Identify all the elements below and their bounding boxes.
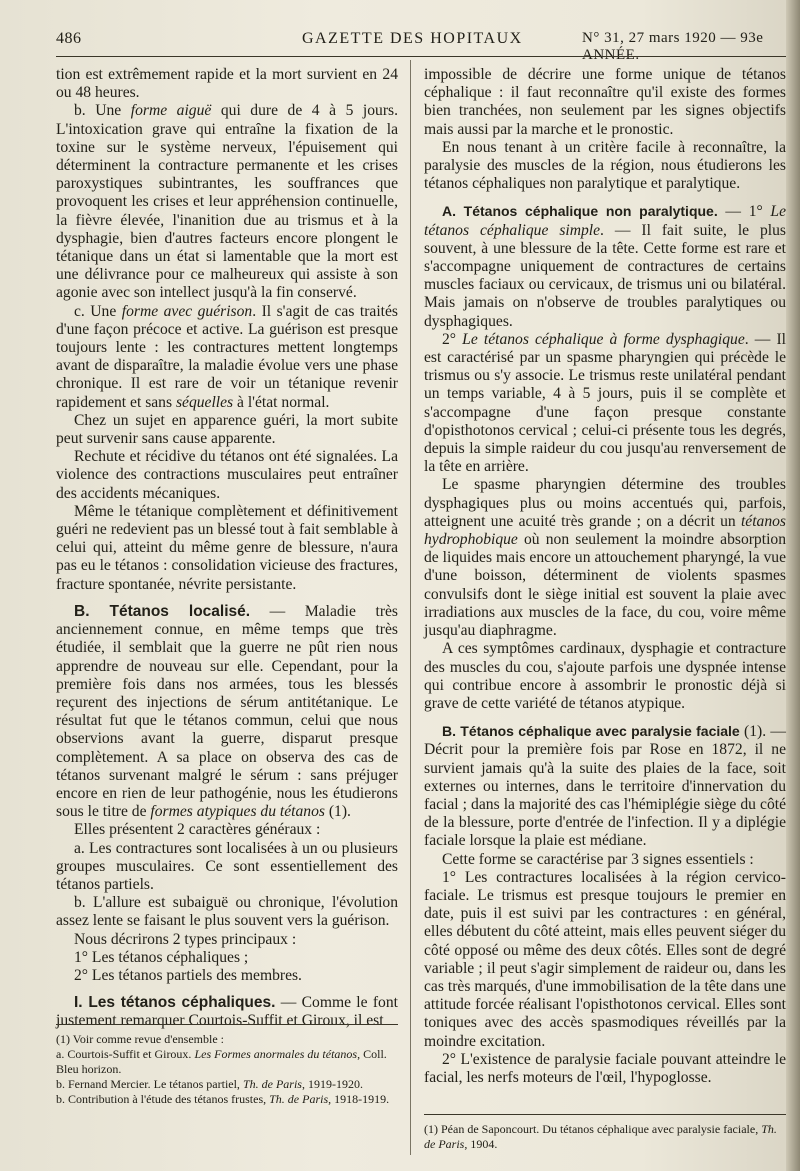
section-b-paralysie-faciale: B. Tétanos céphalique avec paralysie faciale (1). — Décrit pour la première fois par Rose en 1872, il ne survient jamais qu'à la suite des plaies de la face, soit externes ou internes, dans le territoire d'innervation du facial ; dans la majorité des cas l'hémiplégie siège du côté de la blessure, porte d'entrée de l'infection. Il y a diplégie faciale lorsque la plaie est médiane.: [424, 723, 786, 850]
running-header: [56, 30, 796, 63]
list-item: 2° Les tétanos partiels des membres.: [74, 966, 302, 984]
paragraph: Rechute et récidive du tétanos ont été signalées. La violence des contractions musculaires peut entraîner des accidents mécaniques.: [56, 448, 398, 502]
paragraph: b. Une forme aiguë qui dure de 4 à 5 jours. L'intoxication grave qui entraîne la fixation de la toxine sur le système nerveux, l'épuisement qui déterminent la contracture permanente et les crises paroxystiques subintrantes, les souffrances que provoquent les crises et leur appréhension continuelle, la fièvre élevée, l'inanition due au trismus et à la dysphagie, bien d'autres facteurs encore plongent le tétanique dans un état si lamentable que la mort est une délivrance pour ce malheureux qui assiste à son agonie avec son intellect jusqu'à la fin conservé.: [56, 102, 398, 302]
section-b-localise: B. Tétanos localisé. — Maladie très anciennement connue, en même temps que très étudiée, il semblait que la guerre ne pût rien nous apprendre de nouveau sur elle. Cependant, pour la première fois dans nos armées, tous les blessés reçurent des injections de sérum antitétanique. Le résultat fut que le tétanos commun, celui que nous observions avant la guerre, disparut presque complètement. A sa place on observa des cas de tétanos survenant malgré le sérum : sans préjuger encore en rien de leur pathogénie, nous les étudierons sous le titre de formes atypiques du tétanos (1).: [56, 602, 398, 821]
paragraph: 2° Le tétanos céphalique à forme dysphagique. — Il est caractérisé par un spasme pharyngien qui précède le trismus ou s'y associe. Le trismus reste unilatéral pendant un temps variable, 4 à 5 jours, puis il se complète et s'accompagne d'une façon presque constante d'opisthotonos cervical ; celui-ci présente tous les degrés, depuis la simple raideur du cou jusqu'au renversement de la tête en arrière.: [424, 330, 787, 476]
paragraph: Chez un sujet en apparence guéri, la mort subite peut survenir sans cause apparente.: [56, 411, 398, 448]
right-column: [424, 66, 786, 1087]
page-number: 486: [56, 30, 82, 47]
paragraph: b. L'allure est subaiguë ou chronique, l'évolution assez lente se faisant le plus souvent vers la guérison.: [56, 894, 398, 930]
footnote: a. Courtois-Suffit et Giroux. Les Formes anormales du tétanos, Coll. Bleu horizon.: [56, 1047, 387, 1076]
paragraph: c. Une forme avec guérison. Il s'agit de cas traités d'une façon précoce et active. La guérison est presque toujours lente : les contractures mettent longtemps avant de disparaître, la maladie évolue vers une phase chronique. Il est rare de voir un tétanique revenir rapidement et sans séquelles à l'état normal.: [56, 302, 398, 411]
paragraph: impossible de décrire une forme unique de tétanos céphalique : il faut reconnaître qu'il existe des formes bien tranchées, non seulement par les signes objectifs mais aussi par la marche et le pronostic.: [424, 66, 786, 138]
page-edge: [786, 0, 800, 1171]
paragraph: Le spasme pharyngien détermine des troubles dysphagiques plus ou moins accentués qui, parfois, atteignent une acuité très grande ; on a décrit un tétanos hydrophobique où non seulement la moindre absorption de liquides mais encore un attouchement pharyngé, la vue d'une boisson, déterminent de violents spasmes convulsifs dont le siège initial est souvent la plaie avec irradiations aux muscles de la face, du cou, voire même jusqu'au diaphragme.: [424, 476, 786, 640]
paragraph: Même le tétanique complètement et définitivement guéri ne redevient pas un blessé tout à fait semblable à celui qui, atteint du même genre de blessure, n'aura pas eu le tétanos : consolidation vicieuse des fractures, fracture spontanée, névrite persistante.: [56, 502, 398, 593]
paragraph: a. Les contractures sont localisées à un ou plusieurs groupes musculaires. Ce sont essentiellement des tétanos partiels.: [56, 839, 398, 893]
section-heading: I. Les tétanos céphaliques.: [74, 994, 276, 1012]
paragraph: Cette forme se caractérise par 3 signes essentiels :: [442, 850, 754, 868]
header-rule: [56, 56, 786, 57]
footnote: (1) Voir comme revue d'ensemble :: [56, 1032, 225, 1046]
left-column: [56, 66, 398, 1031]
footnote: b. Contribution à l'étude des tétanos frustes, Th. de Paris, 1918-1919.: [56, 1092, 390, 1106]
issue-info: N° 31, 27 mars 1920 — 93e ANNÉE.: [582, 30, 764, 63]
paragraph: 1° Les contractures localisées à la région cervico-faciale. Le trismus est presque toujours le premier en date, puis il est suivi par les contractures : en général, elles débutent du côté atteint, mais elles peuvent siéger du côté opposé ou même des deux côtés. Elles sont de degré variable ; il peut s'agir simplement de raideur ou, dans les cas très marqués, d'une immobilisation de la tête dans une attitude forcée réalisant l'opisthotonos cervical. Elles sont toniques avec des accès spasmodiques réveillés par la moindre excitation.: [424, 868, 787, 1050]
paragraph: tion est extrêmement rapide et la mort survient en 24 ou 48 heures.: [56, 66, 398, 102]
footnote: b. Fernand Mercier. Le tétanos partiel, Th. de Paris, 1919-1920.: [56, 1077, 363, 1091]
footnotes-left: [56, 1032, 398, 1107]
section-a-non-paralytique: A. Tétanos céphalique non paralytique. — 1° Le tétanos céphalique simple. — Il fait suite, le plus souvent, à une blessure de la tête. Cette forme est rare et s'accompagne uniquement de contractures de certains muscles faciaux ou cervicaux, de trismus uni ou bilatéral. Mais jamais on n'observe de troubles paralytiques ou dysphagiques.: [424, 203, 786, 330]
section-heading: B. Tétanos céphalique avec paralysie faciale: [442, 723, 740, 740]
footnotes-right: [424, 1122, 786, 1152]
paragraph: Elles présentent 2 caractères généraux :: [74, 821, 321, 839]
paragraph: En nous tenant à un critère facile à reconnaître, la paralysie des muscles de la région, nous étudierons les tétanos céphaliques non paralytique et paralytique.: [424, 138, 786, 193]
paragraph: 2° L'existence de paralysie faciale pouvant atteindre le facial, les nerfs moteurs de l'œil, l'hypoglosse.: [424, 1050, 786, 1086]
footnote-rule: [56, 1024, 398, 1025]
paragraph: Nous décrirons 2 types principaux :: [74, 930, 297, 948]
paragraph: A ces symptômes cardinaux, dysphagie et contracture des muscles du cou, s'ajoute parfois une dyspnée intense qui contribue encore à assombrir le pronostic déjà si grave de cette variété de tétanos atypique.: [424, 640, 786, 712]
section-heading: B. Tétanos localisé.: [74, 602, 251, 620]
column-divider: [410, 60, 411, 1155]
footnote-rule: [424, 1114, 786, 1115]
section-heading: A. Tétanos céphalique non paralytique.: [442, 203, 718, 220]
footnote: (1) Péan de Saponcourt. Du tétanos céphalique avec paralysie faciale, Th. de Paris, 1904.: [424, 1122, 777, 1151]
list-item: 1° Les tétanos céphaliques ;: [74, 948, 249, 966]
journal-title: GAZETTE DES HOPITAUX: [302, 30, 523, 47]
section-i-cephaliques: I. Les tétanos céphaliques. — Comme le font justement remarquer Courtois-Suffit et Giroux, il est: [56, 994, 398, 1030]
